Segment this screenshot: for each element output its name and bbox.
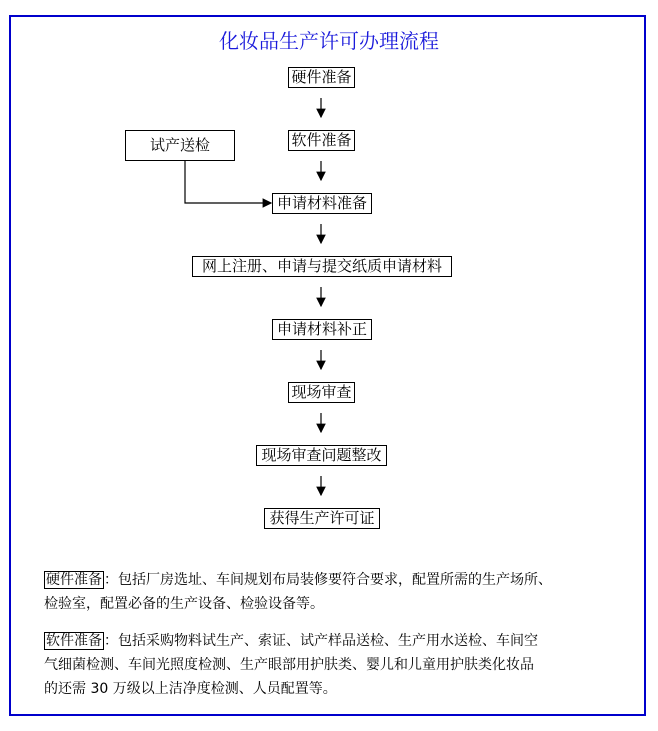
note-software-line2: 气细菌检测、车间光照度检测、生产眼部用护肤类、婴儿和儿童用护肤类化妆品 <box>44 657 534 673</box>
note-hardware-term: 硬件准备 <box>46 572 102 588</box>
note-software-text1: ：包括采购物料试生产、索证、试产样品送检、生产用水送检、车间空 <box>104 633 538 649</box>
side-connector-arrow <box>185 161 271 203</box>
step-application-materials: 申请材料准备 <box>272 193 372 214</box>
note-software-line3: 的还需 30 万级以上洁净度检测、人员配置等。 <box>44 681 337 697</box>
note-hardware-line1 <box>44 568 624 592</box>
step-materials-correction: 申请材料补正 <box>272 319 372 340</box>
step-review-rectification: 现场审查问题整改 <box>256 445 387 466</box>
note-hardware <box>44 568 624 616</box>
note-software <box>44 629 624 701</box>
step-software: 软件准备 <box>288 130 355 151</box>
note-software-term: 软件准备 <box>46 633 102 649</box>
note-hardware-text1: ：包括厂房选址、车间规划布局装修要符合要求，配置所需的生产场所、 <box>104 572 552 588</box>
step-obtain-license: 获得生产许可证 <box>264 508 380 529</box>
note-hardware-line2: 检验室，配置必备的生产设备、检验设备等。 <box>44 596 324 612</box>
step-hardware: 硬件准备 <box>288 67 355 88</box>
step-online-registration: 网上注册、申请与提交纸质申请材料 <box>192 256 452 277</box>
diagram-title: 化妆品生产许可办理流程 <box>219 29 439 53</box>
step-onsite-review: 现场审查 <box>288 382 355 403</box>
side-box-trial-inspection: 试产送检 <box>125 130 235 161</box>
note-software-line1 <box>44 629 624 653</box>
